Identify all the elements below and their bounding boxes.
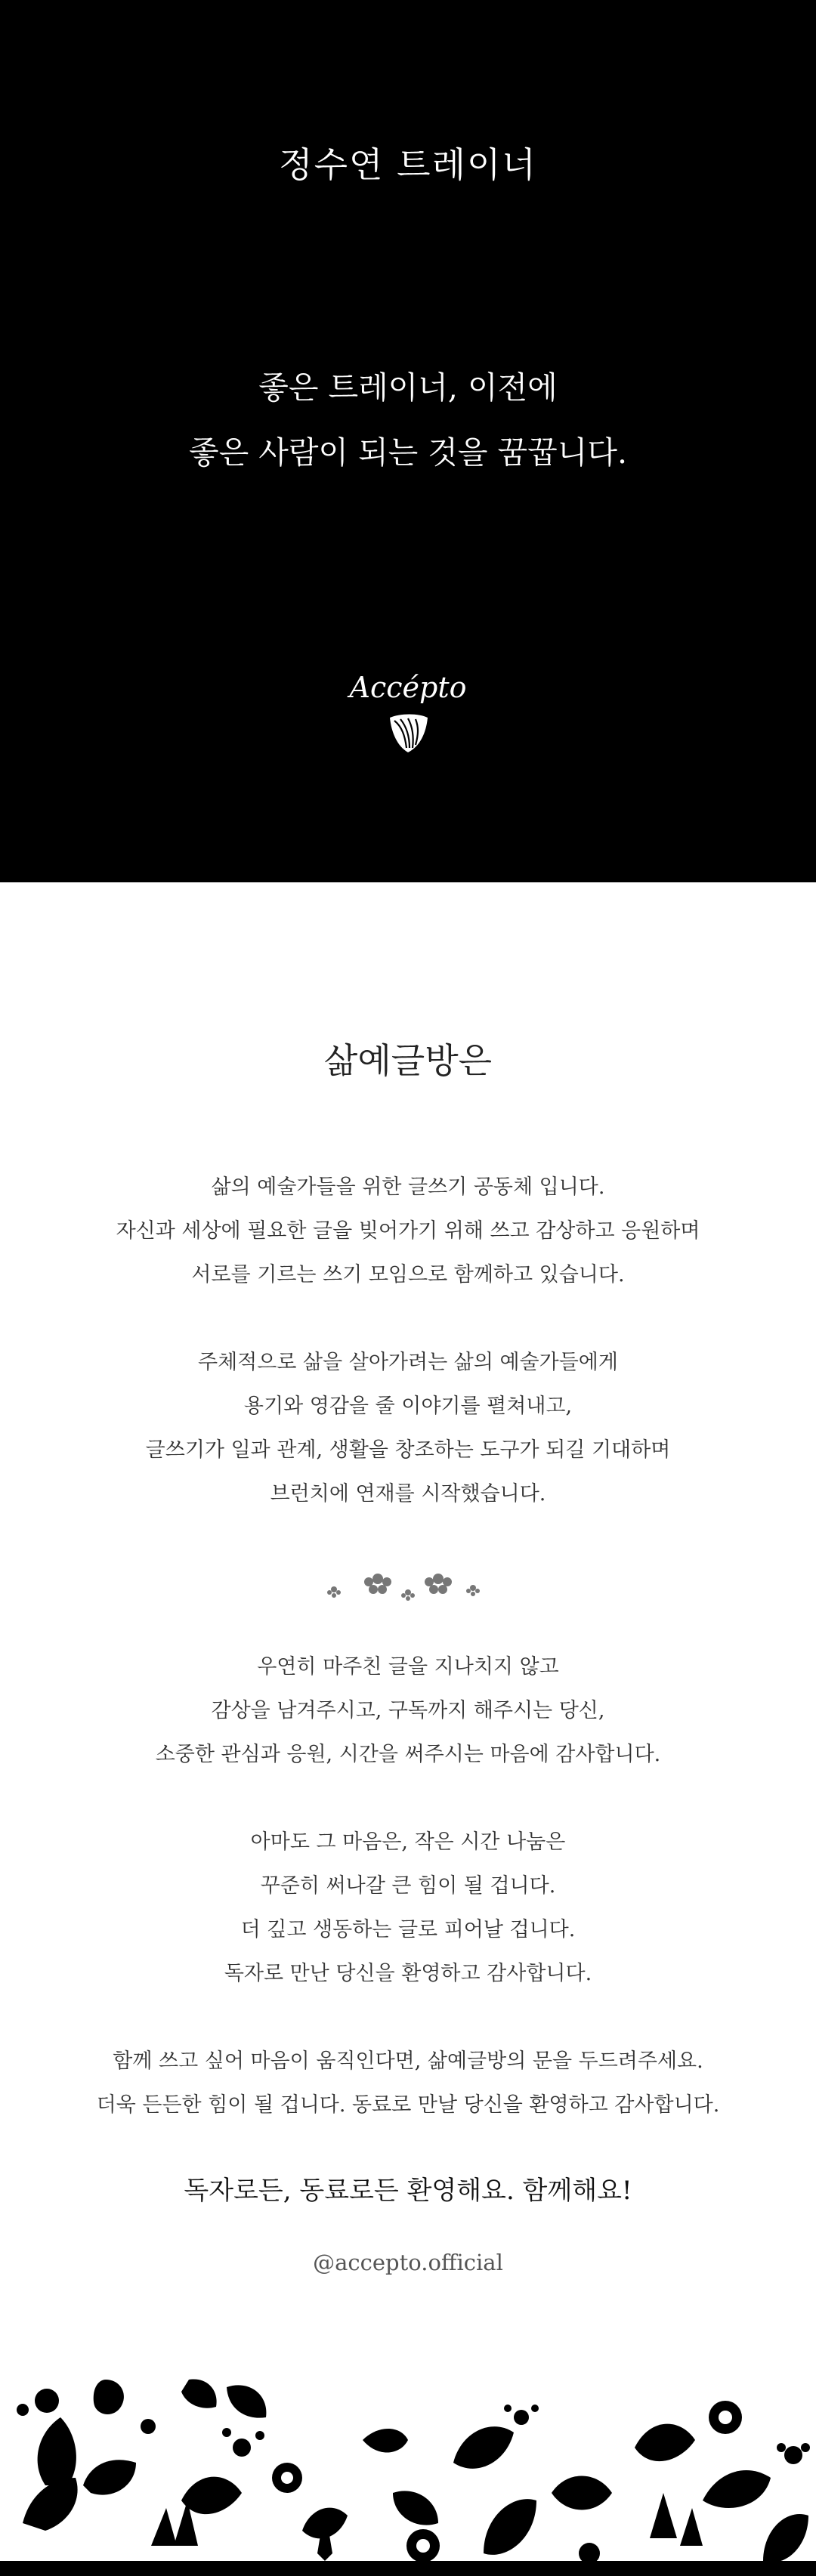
- welcome-paragraph: [0, 1821, 816, 1996]
- section-title: 삶예글방은: [323, 1040, 493, 1081]
- text-line: 함께 쓰고 싶어 마음이 움직인다면, 삶예글방의 문을 두드려주세요.: [113, 2049, 703, 2073]
- text-line: 브런치에 연재를 시작했습니다.: [270, 1482, 546, 1506]
- hero-quote-line: 좋은 트레이너, 이전에: [258, 369, 558, 406]
- text-line: 용기와 영감을 줄 이야기를 펼쳐내고,: [243, 1395, 573, 1418]
- text-line: 자신과 세상에 필요한 글을 빚어가기 위해 쓰고 감상하고 응원하며: [116, 1219, 700, 1243]
- mission-paragraph: [0, 1341, 816, 1516]
- text-line: 우연히 마주친 글을 지나치지 않고: [257, 1655, 559, 1679]
- text-line: 더욱 든든한 힘이 될 겁니다. 동료로 만날 당신을 환영하고 감사합니다.: [96, 2093, 720, 2117]
- text-line: 감상을 남겨주시고, 구독까지 해주시는 당신,: [211, 1699, 605, 1722]
- text-line: 더 깊고 생동하는 글로 피어날 겁니다.: [240, 1918, 576, 1941]
- shell-logo-icon: [385, 710, 431, 755]
- text-line: 삶의 예술가들을 위한 글쓰기 공동체 입니다.: [211, 1175, 605, 1199]
- gratitude-paragraph: [0, 1645, 816, 1777]
- text-line: 독자로 만난 당신을 환영하고 감사합니다.: [224, 1962, 592, 1985]
- hero-quote: [0, 355, 816, 485]
- hero-quote-line: 좋은 사람이 되는 것을 꿈꿉니다.: [188, 434, 628, 471]
- hero-title: 정수연 트레이너: [279, 144, 537, 185]
- text-line: 주체적으로 삶을 살아가려는 삶의 예술가들에게: [198, 1351, 618, 1374]
- hero-banner: [0, 0, 816, 882]
- text-line: 꾸준히 써나갈 큰 힘이 될 겁니다.: [260, 1874, 556, 1898]
- floral-border-illustration: [0, 2372, 816, 2576]
- text-line: 글쓰기가 일과 관계, 생활을 창조하는 도구가 되길 기대하며: [145, 1438, 671, 1462]
- text-line: 서로를 기르는 쓰기 모임으로 함께하고 있습니다.: [191, 1263, 625, 1286]
- text-line: 아마도 그 마음은, 작은 시간 나눔은: [250, 1830, 566, 1854]
- brand-logo-text: Accépto: [349, 671, 467, 704]
- intro-paragraph: [0, 1166, 816, 1297]
- flower-divider-icon: [325, 1565, 491, 1603]
- closing-message: 독자로든, 동료로든 환영해요. 함께해요!: [184, 2176, 632, 2206]
- instagram-handle: @accepto.official: [313, 2250, 503, 2275]
- text-line: 소중한 관심과 응원, 시간을 써주시는 마음에 감사합니다.: [155, 1743, 661, 1766]
- invitation-paragraph: [0, 2040, 816, 2127]
